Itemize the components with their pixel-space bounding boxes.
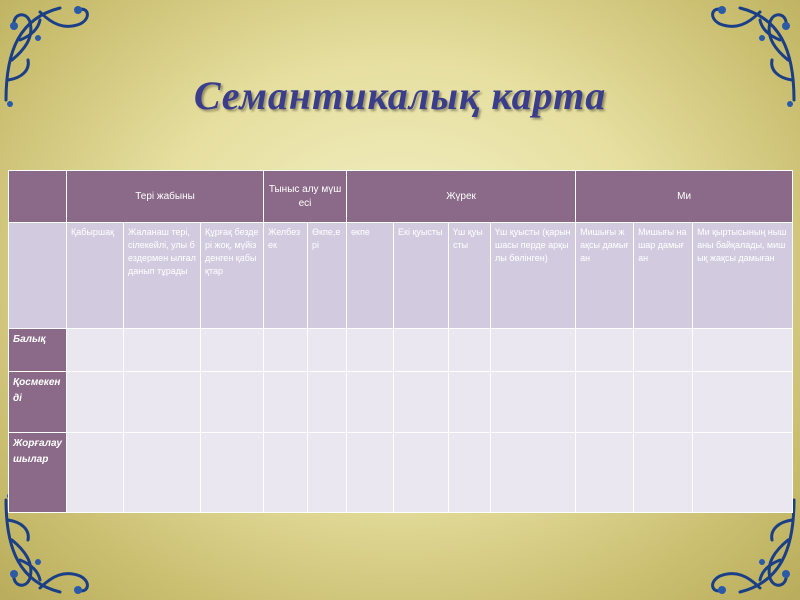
table-row xyxy=(9,372,793,433)
empty-cell[interactable] xyxy=(693,372,793,433)
empty-cell[interactable] xyxy=(576,433,634,513)
empty-cell[interactable] xyxy=(347,329,394,372)
empty-cell[interactable] xyxy=(67,433,124,513)
empty-cell[interactable] xyxy=(67,372,124,433)
corner-cell xyxy=(9,171,67,223)
subheader-cell: Жаланаш тері, сілекейлі, улы бездермен ылғалданып тұрады xyxy=(124,223,201,329)
subheader-cell: Қабыршақ xyxy=(67,223,124,329)
empty-cell[interactable] xyxy=(124,433,201,513)
empty-cell[interactable] xyxy=(449,329,491,372)
empty-cell[interactable] xyxy=(264,372,308,433)
empty-cell[interactable] xyxy=(124,329,201,372)
empty-cell[interactable] xyxy=(576,329,634,372)
empty-cell[interactable] xyxy=(347,433,394,513)
group-header-brain: Ми xyxy=(576,171,793,223)
row-label-fish: Балық xyxy=(9,329,67,372)
empty-cell[interactable] xyxy=(394,329,449,372)
empty-cell[interactable] xyxy=(394,372,449,433)
empty-cell[interactable] xyxy=(201,329,264,372)
group-header-heart: Жүрек xyxy=(347,171,576,223)
empty-cell[interactable] xyxy=(201,372,264,433)
subheader-cell: Үш қуысты xyxy=(449,223,491,329)
group-header-skin: Тері жабыны xyxy=(67,171,264,223)
empty-cell[interactable] xyxy=(693,433,793,513)
subheader-cell: Екі қуысты xyxy=(394,223,449,329)
table-row xyxy=(9,329,793,372)
subheader-cell: Өкпе,ері xyxy=(308,223,347,329)
subheader-cell: Үш қуысты (қарыншасы перде арқылы бөлінген) xyxy=(491,223,576,329)
empty-cell[interactable] xyxy=(576,372,634,433)
empty-cell[interactable] xyxy=(634,329,693,372)
slide-title: Семантикалық карта xyxy=(193,73,607,118)
empty-cell[interactable] xyxy=(347,372,394,433)
empty-cell[interactable] xyxy=(449,372,491,433)
empty-cell[interactable] xyxy=(394,433,449,513)
semantic-map-table xyxy=(8,170,793,513)
group-header-row xyxy=(9,171,793,223)
empty-cell[interactable] xyxy=(634,372,693,433)
subheader-cell: Желбезек xyxy=(264,223,308,329)
subheader-cell: Мишығы жақсы дамыған xyxy=(576,223,634,329)
group-header-respiratory: Тыныс алу мүшесі xyxy=(264,171,347,223)
empty-cell[interactable] xyxy=(491,433,576,513)
empty-cell[interactable] xyxy=(124,372,201,433)
table-row xyxy=(9,433,793,513)
subheader-cell: өкпе xyxy=(347,223,394,329)
empty-cell[interactable] xyxy=(264,433,308,513)
empty-cell[interactable] xyxy=(308,372,347,433)
row-label-reptiles: Жорғалаушылар xyxy=(9,433,67,513)
empty-cell[interactable] xyxy=(67,329,124,372)
subheader-empty-cell xyxy=(9,223,67,329)
empty-cell[interactable] xyxy=(693,329,793,372)
row-label-amphibians: Қосмекенді xyxy=(9,372,67,433)
empty-cell[interactable] xyxy=(491,372,576,433)
empty-cell[interactable] xyxy=(201,433,264,513)
subheader-cell: Мишығы нашар дамыған xyxy=(634,223,693,329)
empty-cell[interactable] xyxy=(634,433,693,513)
empty-cell[interactable] xyxy=(308,329,347,372)
subheader-cell: Құрғақ бездері жоқ, мүйіз денген қабықтар xyxy=(201,223,264,329)
subheader-cell: Ми қыртысының нышаны байқалады, мишық жақсы дамыған xyxy=(693,223,793,329)
empty-cell[interactable] xyxy=(308,433,347,513)
empty-cell[interactable] xyxy=(264,329,308,372)
empty-cell[interactable] xyxy=(491,329,576,372)
empty-cell[interactable] xyxy=(449,433,491,513)
subheader-row xyxy=(9,223,793,329)
